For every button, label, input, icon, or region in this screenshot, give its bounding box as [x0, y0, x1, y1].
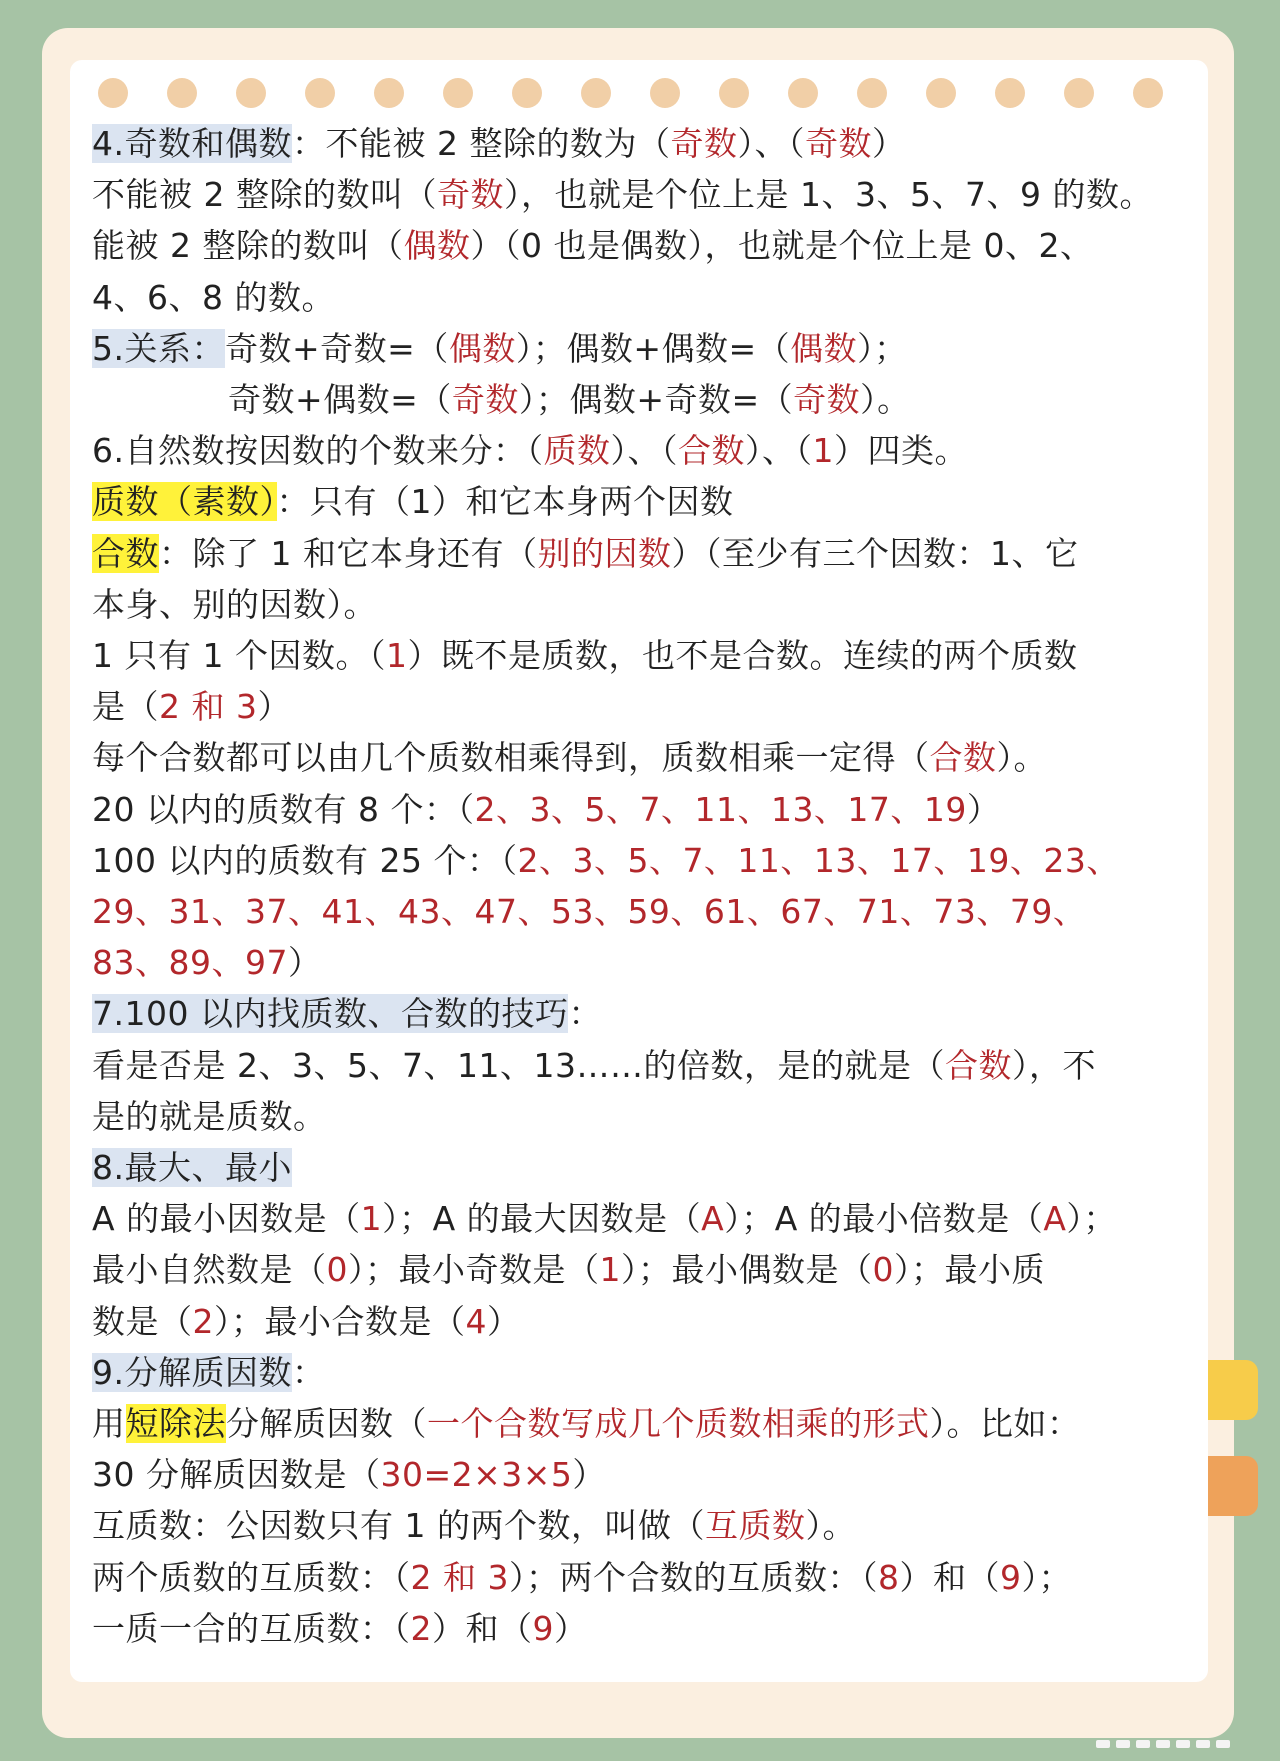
binding-hole [512, 78, 542, 108]
binding-hole [374, 78, 404, 108]
answer: 质数 [543, 431, 611, 471]
answer: 9 [999, 1557, 1022, 1597]
binding-hole [650, 78, 680, 108]
text: 分解质因数（ [226, 1404, 427, 1444]
text: ）（至少有三个因数：1、它 [671, 533, 1079, 573]
prime-heading: 质数（素数） [92, 482, 277, 522]
answer: 1 [812, 431, 834, 471]
s6-multiply-line [92, 732, 1192, 783]
answer: 合数 [944, 1045, 1012, 1085]
watermark-bar [1156, 1740, 1170, 1748]
s9-line-3 [92, 1500, 1192, 1551]
watermark-bar [1196, 1740, 1210, 1748]
s4-heading: 4.奇数和偶数 [92, 124, 292, 163]
answer: 2 [192, 1301, 214, 1341]
binding-hole [305, 78, 335, 108]
text: 是（ [92, 687, 159, 727]
s9-line-1 [92, 1398, 1192, 1449]
text: ）。 [996, 738, 1047, 778]
binding-hole [788, 78, 818, 108]
answer: 8 [877, 1557, 900, 1597]
s6-prime-line [92, 476, 1192, 527]
answer: 2、3、5、7、11、13、17、19、23、 [517, 840, 1120, 880]
binding-holes [70, 72, 1208, 112]
text: ）。 [805, 1506, 856, 1546]
answer: 30=2×3×5 [380, 1455, 573, 1495]
s8-heading: 8.最大、最小 [92, 1148, 292, 1188]
text: 数是（ [92, 1301, 193, 1341]
text: 能被 2 整除的数叫（ [92, 226, 404, 266]
yellow-tab [1208, 1360, 1258, 1420]
s7-line-2: 是的就是质数。 [92, 1096, 327, 1136]
text: ）。 [860, 380, 911, 420]
answer: 9 [532, 1608, 554, 1648]
watermark-bars [1096, 1740, 1252, 1748]
text: A 的最小因数是（ [92, 1199, 361, 1239]
answer: 2、3、5、7、11、13、17、19 [474, 789, 967, 829]
text: 100 以内的质数有 25 个：（ [92, 840, 518, 880]
text: ）、（ [745, 431, 813, 471]
s6-composite-line [92, 528, 1192, 579]
s6-one-line [92, 630, 1192, 681]
s8-heading-line [92, 1142, 1192, 1193]
text: ）；偶数+奇数=（ [518, 380, 794, 420]
text: ） [487, 1301, 521, 1341]
answer: 1 [385, 636, 408, 676]
text: 奇数+奇数=（ [225, 328, 449, 368]
watermark-bar [1216, 1740, 1230, 1748]
binding-hole [926, 78, 956, 108]
text: ），不 [1011, 1045, 1096, 1085]
answer: A [1043, 1199, 1067, 1239]
text: ）。比如： [929, 1404, 1081, 1444]
composite-heading: 合数 [92, 533, 159, 573]
short-division-highlight: 短除法 [125, 1404, 226, 1444]
text: ）和（ [899, 1557, 1000, 1597]
text: 不能被 2 整除的数叫（ [92, 175, 437, 215]
answer: 2 和 3 [410, 1557, 509, 1597]
text: 最小自然数是（ [92, 1250, 327, 1290]
answer: 83、89、97 [92, 943, 288, 983]
text: 30 分解质因数是（ [92, 1455, 381, 1495]
text: ） [554, 1608, 588, 1648]
text: ） [871, 124, 906, 163]
s9-heading: 9.分解质因数 [92, 1352, 292, 1392]
binding-hole [719, 78, 749, 108]
text: 每个合数都可以由几个质数相乘得到，质数相乘一定得（ [92, 738, 930, 778]
watermark-bar [1176, 1740, 1190, 1748]
binding-hole [1064, 78, 1094, 108]
text: ：不能被 2 整除的数为（ [292, 124, 671, 163]
answer: 奇数 [804, 124, 872, 163]
text: 用 [92, 1404, 126, 1444]
binding-hole [236, 78, 266, 108]
watermark-bar [1096, 1740, 1110, 1748]
text: 20 以内的质数有 8 个：（ [92, 789, 475, 829]
answer: 1 [360, 1199, 383, 1239]
answer: 一个合数写成几个质数相乘的形式 [427, 1404, 930, 1444]
answer: 4 [465, 1301, 487, 1341]
text: ）；偶数+偶数=（ [515, 328, 791, 368]
s6-line-1 [92, 425, 1192, 476]
text: ： [568, 994, 602, 1034]
text: ） [287, 943, 322, 983]
binding-hole [98, 78, 128, 108]
s4-line-4: 4、6、8 的数。 [92, 277, 335, 317]
s4-line-1 [92, 118, 1192, 169]
text: ），也就是个位上是 1、3、5、7、9 的数。 [503, 175, 1153, 215]
s6-consecutive-line [92, 681, 1192, 732]
s7-heading-line [92, 988, 1192, 1039]
orange-tab [1208, 1456, 1258, 1516]
answer: 奇数 [436, 175, 504, 215]
binding-hole [443, 78, 473, 108]
text: ）； [1066, 1199, 1117, 1239]
s6-primes-100-line-2: 29、31、37、41、43、47、53、59、61、67、71、73、79、 [92, 892, 1087, 932]
text: ）；两个合数的互质数：（ [508, 1557, 878, 1597]
s5-line-2 [92, 374, 1192, 425]
text: 两个质数的互质数：（ [92, 1557, 411, 1597]
text: ）； [1021, 1557, 1072, 1597]
text: ） [966, 789, 1001, 829]
answer: 合数 [678, 431, 745, 471]
s9-heading-line [92, 1347, 1192, 1398]
answer: 奇数 [793, 380, 861, 420]
text: ）；最小质 [894, 1250, 1045, 1290]
answer: 别的因数 [537, 533, 672, 573]
answer: 2 和 3 [159, 687, 258, 727]
s8-line-1 [92, 1193, 1192, 1244]
text: ）；A 的最小倍数是（ [724, 1199, 1044, 1239]
answer: 偶数 [448, 328, 516, 368]
text: 6.自然数按因数的个数来分：（ [92, 431, 544, 471]
text: ）；最小偶数是（ [621, 1250, 873, 1290]
text: ）、（ [737, 124, 805, 163]
paper-sheet [70, 60, 1208, 1682]
s4-line-3 [92, 220, 1192, 271]
text: 一质一合的互质数：（ [92, 1608, 411, 1648]
text: 奇数+偶数=（ [228, 380, 452, 420]
text: ） [257, 687, 291, 727]
answer: A [701, 1199, 725, 1239]
text: ）和（ [432, 1608, 533, 1648]
text: ）；最小合数是（ [214, 1301, 466, 1341]
s8-line-2 [92, 1244, 1192, 1295]
s9-line-4 [92, 1552, 1192, 1603]
answer: 偶数 [790, 328, 858, 368]
s5-line-1 [92, 323, 1192, 374]
answer: 奇数 [670, 124, 738, 163]
s7-heading: 7.100 以内找质数、合数的技巧 [92, 994, 569, 1034]
answer: 奇数 [451, 380, 519, 420]
answer: 互质数 [704, 1506, 806, 1546]
s6-primes-100-line-3 [92, 937, 1192, 988]
s6-primes-100-line-1 [92, 835, 1192, 886]
s6-primes-20-line [92, 784, 1192, 835]
text: ：除了 1 和它本身还有（ [159, 533, 538, 573]
text: ）；A 的最大因数是（ [382, 1199, 702, 1239]
notes-content [92, 118, 1192, 1654]
text: ）、（ [610, 431, 678, 471]
s6-composite-line-2: 本身、别的因数）。 [92, 584, 377, 624]
s9-line-2 [92, 1449, 1192, 1500]
answer: 0 [326, 1250, 348, 1290]
text: ）四类。 [834, 431, 968, 471]
watermark-bar [1136, 1740, 1150, 1748]
text: ）既不是质数，也不是合数。连续的两个质数 [407, 636, 1078, 676]
s9-line-5 [92, 1603, 1192, 1654]
binding-hole [857, 78, 887, 108]
text: ）；最小奇数是（ [348, 1250, 600, 1290]
text: ）（0 也是偶数），也就是个位上是 0、2、 [470, 226, 1094, 266]
text: ：只有（1）和它本身两个因数 [276, 482, 734, 522]
text: 看是否是 2、3、5、7、11、13……的倍数，是的就是（ [92, 1045, 945, 1085]
s8-line-3 [92, 1296, 1192, 1347]
text: 1 只有 1 个因数。（ [92, 636, 386, 676]
text: ）； [857, 328, 908, 368]
s7-line-1 [92, 1040, 1192, 1091]
answer: 偶数 [403, 226, 471, 266]
answer: 0 [872, 1250, 894, 1290]
answer: 1 [599, 1250, 621, 1290]
answer: 合数 [929, 738, 997, 778]
binding-hole [581, 78, 611, 108]
text: ： [292, 1352, 326, 1392]
s4-line-2 [92, 169, 1192, 220]
binding-hole [995, 78, 1025, 108]
text: 互质数：公因数只有 1 的两个数，叫做（ [92, 1506, 705, 1546]
text: ） [572, 1455, 606, 1495]
binding-hole [1133, 78, 1163, 108]
binding-hole [167, 78, 197, 108]
answer: 2 [410, 1608, 432, 1648]
watermark-bar [1116, 1740, 1130, 1748]
s5-heading: 5.关系： [92, 328, 225, 368]
